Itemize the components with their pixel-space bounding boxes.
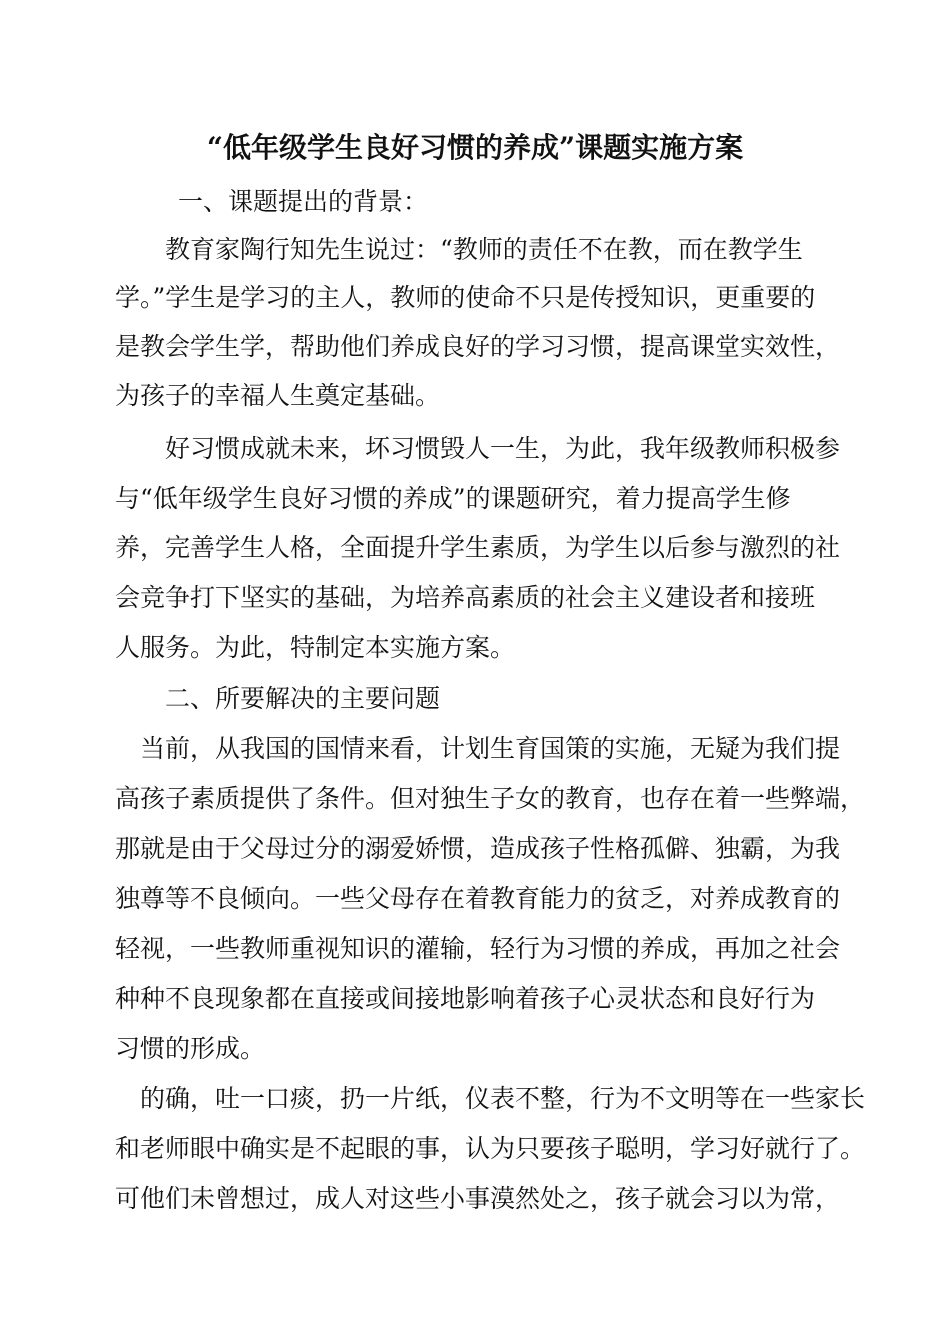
paragraph-line: 会竞争打下坚实的基础，为培养高素质的社会主义建设者和接班 bbox=[115, 583, 816, 612]
paragraph-line: 好习惯成就未来，坏习惯毁人一生，为此，我年级教师积极参 bbox=[165, 434, 841, 463]
paragraph-line: 为孩子的幸福人生奠定基础。 bbox=[115, 381, 441, 410]
paragraph-line: 学。”学生是学习的主人，教师的使命不只是传授知识，更重要的 bbox=[115, 283, 816, 312]
section-heading-problems: 二、所要解决的主要问题 bbox=[165, 684, 441, 713]
paragraph-line: 可他们未曾想过，成人对这些小事漠然处之，孩子就会习以为常， bbox=[115, 1184, 841, 1213]
paragraph-line: 的确，吐一口痰，扔一片纸，仪表不整，行为不文明等在一些家长 bbox=[140, 1084, 866, 1113]
paragraph-line: 和老师眼中确实是不起眼的事，认为只要孩子聪明，学习好就行了。 bbox=[115, 1134, 866, 1163]
paragraph-line: 养，完善学生人格，全面提升学生素质，为学生以后参与激烈的社 bbox=[115, 533, 841, 562]
paragraph-line: 与“低年级学生良好习惯的养成”的课题研究，着力提高学生修 bbox=[115, 484, 791, 513]
paragraph-line: 独尊等不良倾向。一些父母存在着教育能力的贫乏，对养成教育的 bbox=[115, 884, 841, 913]
paragraph-line: 人服务。为此，特制定本实施方案。 bbox=[115, 633, 516, 662]
paragraph-line: 高孩子素质提供了条件。但对独生子女的教育，也存在着一些弊端， bbox=[115, 784, 866, 813]
paragraph-line: 种种不良现象都在直接或间接地影响着孩子心灵状态和良好行为 bbox=[115, 984, 816, 1013]
paragraph-line: 是教会学生学，帮助他们养成良好的学习习惯，提高课堂实效性， bbox=[115, 332, 841, 361]
section-heading-background: 一、课题提出的背景： bbox=[178, 187, 429, 216]
paragraph-line: 轻视，一些教师重视知识的灌输，轻行为习惯的养成，再加之社会 bbox=[115, 934, 841, 963]
paragraph-line: 那就是由于父母过分的溺爱娇惯，造成孩子性格孤僻、独霸，为我 bbox=[115, 834, 841, 863]
paragraph-line: 当前，从我国的国情来看，计划生育国策的实施，无疑为我们提 bbox=[140, 734, 841, 763]
document-title: “低年级学生良好习惯的养成”课题实施方案 bbox=[206, 131, 744, 164]
paragraph-line: 教育家陶行知先生说过：“教师的责任不在教，而在教学生 bbox=[165, 235, 803, 264]
paragraph-line: 习惯的形成。 bbox=[115, 1034, 266, 1063]
